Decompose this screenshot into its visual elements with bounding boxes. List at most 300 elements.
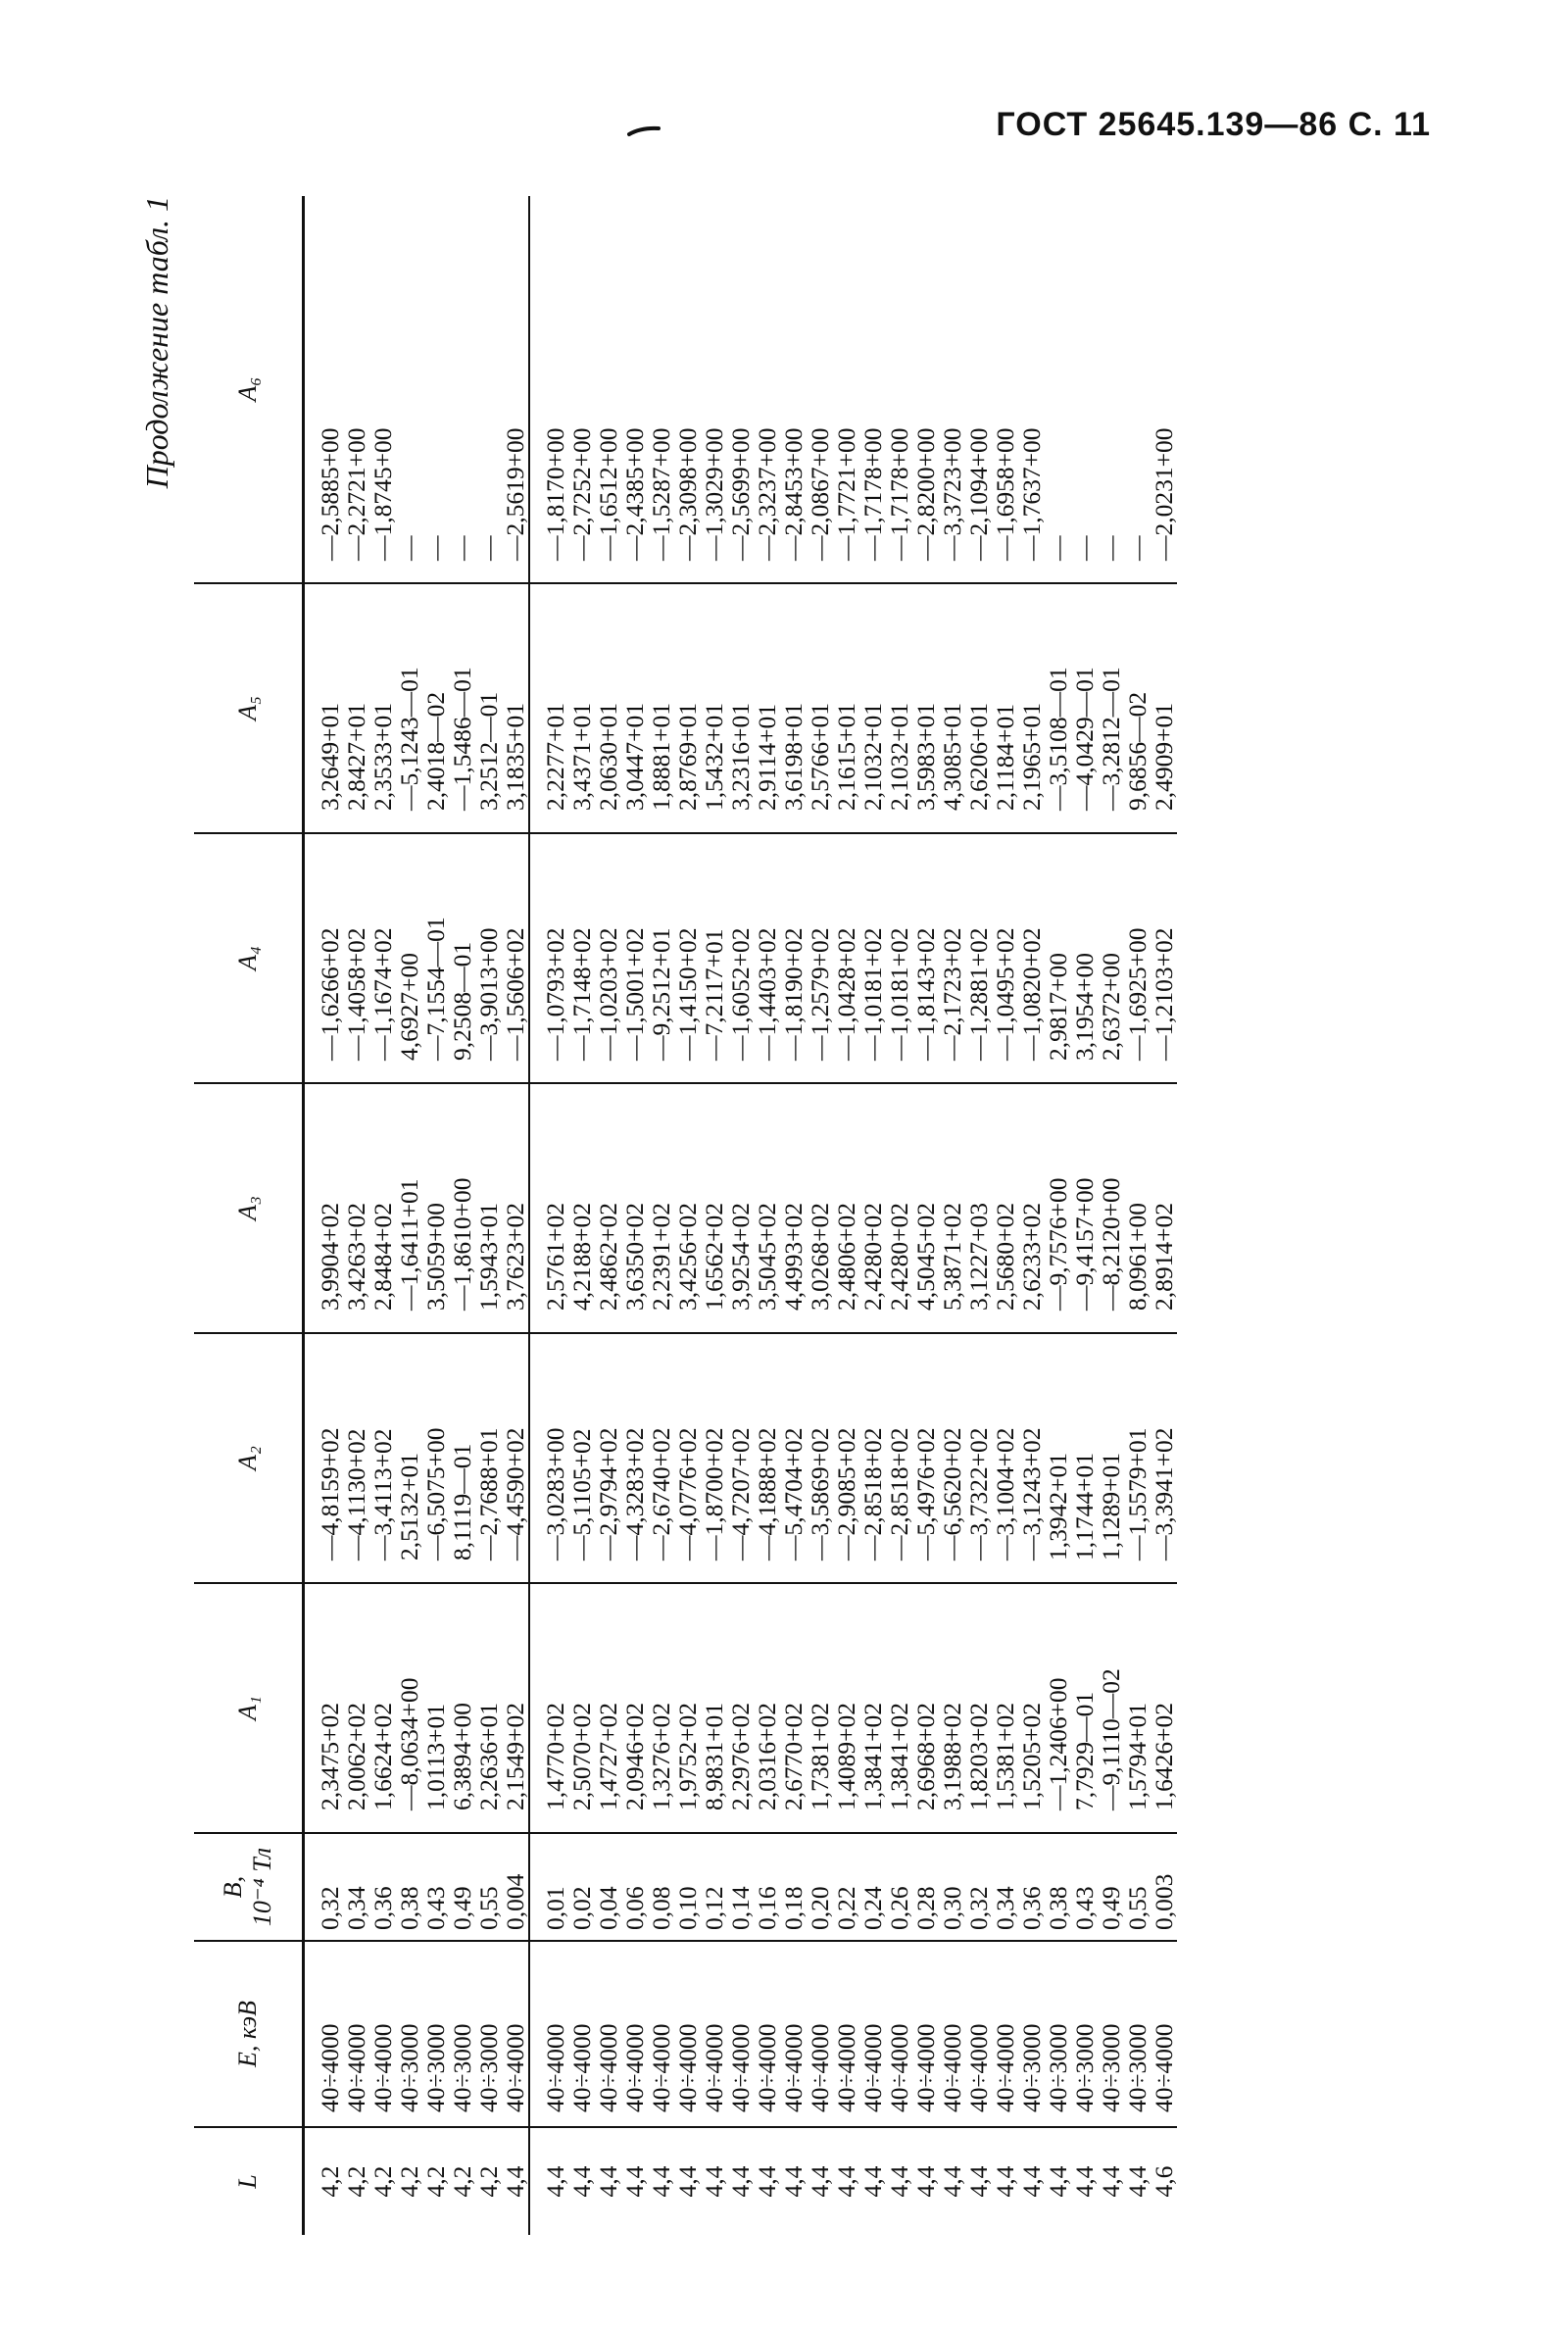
- cell-e: 40÷4000: [674, 1941, 701, 2127]
- table-row: [886, 196, 912, 2235]
- cell-a5: 2,2277+01: [542, 583, 568, 833]
- table-row: [859, 196, 886, 2235]
- table-row: [621, 196, 648, 2235]
- cell-b: 0,10: [674, 1833, 701, 1941]
- cell-a2: —2,7688+01: [475, 1333, 502, 1583]
- cell-b: 0,06: [621, 1833, 648, 1941]
- cell-a6: —2,1094+00: [965, 196, 992, 583]
- cell-a5: 2,8427+01: [343, 583, 369, 833]
- cell-a4: —1,0181+02: [886, 833, 912, 1083]
- page-header: [0, 0, 1568, 196]
- cell-a4: —1,0820+02: [1018, 833, 1045, 1083]
- cell-l: 4,4: [885, 2165, 913, 2198]
- cell-e: 40÷3000: [1098, 1941, 1124, 2127]
- cell-a3: 3,9254+02: [727, 1083, 754, 1333]
- cell-a6: —2,0867+00: [807, 196, 833, 583]
- cell-b: 0,20: [807, 1833, 833, 1941]
- cell-b: 0,24: [859, 1833, 886, 1941]
- table-row: [449, 196, 475, 2235]
- cell-l: 4,2: [368, 2165, 397, 2198]
- cell-b: 0,38: [1045, 1833, 1071, 1941]
- cell-a1: 8,9831+01: [701, 1583, 727, 1833]
- table-row: [701, 196, 727, 2235]
- cell-a1: 1,3841+02: [859, 1583, 886, 1833]
- cell-a4: —1,5001+02: [621, 833, 648, 1083]
- cell-a6: —3,3723+00: [939, 196, 965, 583]
- cell-e: 40÷4000: [568, 1941, 595, 2127]
- coefficient-table: [194, 196, 1177, 2235]
- cell-a5: 2,1032+01: [859, 583, 886, 833]
- cell-a6: —2,2721+00: [343, 196, 369, 583]
- cell-a6: —1,7178+00: [859, 196, 886, 583]
- cell-a4: —1,6925+00: [1124, 833, 1151, 1083]
- cell-a3: 4,4993+02: [780, 1083, 807, 1333]
- spacer-cell: [304, 583, 318, 833]
- cell-a5: 3,6198+01: [780, 583, 807, 833]
- table-row: [502, 196, 529, 2235]
- cell-a1: 1,6624+02: [369, 1583, 396, 1833]
- cell-a2: —3,4113+02: [369, 1333, 396, 1583]
- table-row: [422, 196, 449, 2235]
- cell-l: 4,4: [541, 2165, 569, 2198]
- cell-a6: —1,8745+00: [369, 196, 396, 583]
- col-header-A4-label: A₄: [233, 946, 262, 970]
- cell-l: 4,2: [448, 2165, 476, 2198]
- cell-e: 40÷4000: [859, 1941, 886, 2127]
- cell-l: 4,4: [1123, 2165, 1152, 2198]
- cell-a4: 2,9817+00: [1045, 833, 1071, 1083]
- ink-mark-icon: [627, 125, 661, 137]
- cell-a3: 2,6233+02: [1018, 1083, 1045, 1333]
- table-row: [1045, 196, 1071, 2235]
- cell-b: 0,43: [422, 1833, 449, 1941]
- cell-a4: —1,8143+02: [912, 833, 939, 1083]
- table-row: [475, 196, 502, 2235]
- cell-a1: 1,7381+02: [807, 1583, 833, 1833]
- table-row: [369, 196, 396, 2235]
- table-row: [912, 196, 939, 2235]
- cell-e: 40÷4000: [992, 1941, 1018, 2127]
- cell-a1: 1,4727+02: [595, 1583, 621, 1833]
- col-header-L: [194, 2127, 304, 2235]
- cell-a3: 2,4862+02: [595, 1083, 621, 1333]
- col-header-A3: [194, 1083, 304, 1333]
- cell-e: 40÷4000: [369, 1941, 396, 2127]
- cell-a5: 3,1835+01: [502, 583, 529, 833]
- cell-a4: —1,0495+02: [992, 833, 1018, 1083]
- cell-l: 4,2: [342, 2165, 370, 2198]
- col-header-E-label: E, кэВ: [233, 2000, 262, 2068]
- cell-a1: 2,0316+02: [754, 1583, 780, 1833]
- cell-a2: —3,1004+02: [992, 1333, 1018, 1583]
- cell-a5: 3,2649+01: [317, 583, 343, 833]
- cell-a2: —6,5620+02: [939, 1333, 965, 1583]
- cell-a6: —: [396, 196, 422, 583]
- cell-a1: 2,1549+02: [502, 1583, 529, 1833]
- table-row: [1124, 196, 1151, 2235]
- spacer-cell: [304, 2127, 318, 2235]
- cell-a1: 1,8203+02: [965, 1583, 992, 1833]
- cell-a5: 2,5766+01: [807, 583, 833, 833]
- cell-l: 4,2: [316, 2165, 344, 2198]
- cell-a2: —2,8518+02: [859, 1333, 886, 1583]
- cell-b: 0,34: [992, 1833, 1018, 1941]
- cell-a2: —4,1888+02: [754, 1333, 780, 1583]
- cell-a4: —1,1674+02: [369, 833, 396, 1083]
- cell-a5: 3,2512—01: [475, 583, 502, 833]
- cell-a6: —1,8170+00: [542, 196, 568, 583]
- cell-a6: —: [1124, 196, 1151, 583]
- cell-e: 40÷4000: [886, 1941, 912, 2127]
- cell-l: 4,4: [991, 2165, 1019, 2198]
- col-header-A5: [194, 583, 304, 833]
- cell-a2: —3,7322+02: [965, 1333, 992, 1583]
- cell-a1: 1,5381+02: [992, 1583, 1018, 1833]
- cell-a5: 3,5983+01: [912, 583, 939, 833]
- cell-a5: 1,5432+01: [701, 583, 727, 833]
- cell-a2: 2,5132+01: [396, 1333, 422, 1583]
- cell-l: 4,4: [620, 2165, 649, 2198]
- spacer-cell: [304, 1333, 318, 1583]
- cell-a2: —3,0283+00: [542, 1333, 568, 1583]
- cell-b: 0,49: [1098, 1833, 1124, 1941]
- cell-a3: 3,6350+02: [621, 1083, 648, 1333]
- cell-a2: —5,4976+02: [912, 1333, 939, 1583]
- cell-a2: —3,1243+02: [1018, 1333, 1045, 1583]
- cell-l: 4,4: [594, 2165, 622, 2198]
- cell-a1: 1,5794+01: [1124, 1583, 1151, 1833]
- cell-a5: 2,6206+01: [965, 583, 992, 833]
- table-row: [317, 196, 343, 2235]
- cell-b: 0,36: [369, 1833, 396, 1941]
- cell-b: 0,18: [780, 1833, 807, 1941]
- cell-e: 40÷4000: [965, 1941, 992, 2127]
- cell-a4: —1,2881+02: [965, 833, 992, 1083]
- cell-a1: 2,0062+02: [343, 1583, 369, 1833]
- cell-a6: —: [422, 196, 449, 583]
- cell-a4: 2,6372+00: [1098, 833, 1124, 1083]
- cell-a1: —9,1110—02: [1098, 1583, 1124, 1833]
- table-row: [939, 196, 965, 2235]
- cell-a3: 3,5045+02: [754, 1083, 780, 1333]
- cell-b: 0,26: [886, 1833, 912, 1941]
- cell-a5: 4,3085+01: [939, 583, 965, 833]
- table-body: [304, 196, 1178, 2235]
- table-row: [1098, 196, 1124, 2235]
- spacer-cell: [304, 196, 318, 583]
- cell-a5: 3,4371+01: [568, 583, 595, 833]
- cell-a3: 2,4280+02: [859, 1083, 886, 1333]
- cell-a4: —7,1554—01: [422, 833, 449, 1083]
- cell-a3: 2,5680+02: [992, 1083, 1018, 1333]
- cell-e: 40÷4000: [833, 1941, 859, 2127]
- cell-a5: 2,0630+01: [595, 583, 621, 833]
- col-header-A4: [194, 833, 304, 1083]
- cell-a6: —1,7721+00: [833, 196, 859, 583]
- cell-a4: —1,4403+02: [754, 833, 780, 1083]
- col-header-A2: [194, 1333, 304, 1583]
- cell-a6: —2,5885+00: [317, 196, 343, 583]
- cell-l: 4,2: [395, 2165, 423, 2198]
- cell-a3: —9,7576+00: [1045, 1083, 1071, 1333]
- cell-l: 4,4: [858, 2165, 887, 2198]
- cell-b: 0,22: [833, 1833, 859, 1941]
- cell-l: 4,4: [1044, 2165, 1072, 2198]
- cell-e: 40÷3000: [396, 1941, 422, 2127]
- cell-a5: —5,1243—01: [396, 583, 422, 833]
- cell-a1: 2,2976+02: [727, 1583, 754, 1833]
- table-row: [833, 196, 859, 2235]
- cell-l: 4,4: [832, 2165, 860, 2198]
- cell-b: 0,55: [475, 1833, 502, 1941]
- cell-a3: 2,8914+02: [1151, 1083, 1177, 1333]
- cell-a2: —6,5075+00: [422, 1333, 449, 1583]
- cell-l: 4,4: [1097, 2165, 1125, 2198]
- cell-l: 4,4: [779, 2165, 808, 2198]
- table-row: [343, 196, 369, 2235]
- cell-a3: 3,1227+03: [965, 1083, 992, 1333]
- cell-a2: —4,0776+02: [674, 1333, 701, 1583]
- table-row: [396, 196, 422, 2235]
- cell-a5: 2,1032+01: [886, 583, 912, 833]
- spacer-cell: [304, 1083, 318, 1333]
- cell-a1: 1,9752+02: [674, 1583, 701, 1833]
- cell-a4: —9,2512+01: [648, 833, 674, 1083]
- cell-l: 4,4: [726, 2165, 755, 2198]
- cell-a5: 1,8881+01: [648, 583, 674, 833]
- cell-a2: —2,9794+02: [595, 1333, 621, 1583]
- cell-a4: 9,2508—01: [449, 833, 475, 1083]
- cell-e: 40÷4000: [595, 1941, 621, 2127]
- cell-a5: 3,0447+01: [621, 583, 648, 833]
- cell-a1: 1,3276+02: [648, 1583, 674, 1833]
- cell-a3: 3,4256+02: [674, 1083, 701, 1333]
- cell-a2: 8,1119—01: [449, 1333, 475, 1583]
- cell-e: 40÷4000: [807, 1941, 833, 2127]
- cell-a2: —5,4704+02: [780, 1333, 807, 1583]
- cell-e: 40÷4000: [780, 1941, 807, 2127]
- cell-a2: —4,7207+02: [727, 1333, 754, 1583]
- cell-a4: —1,8190+02: [780, 833, 807, 1083]
- page-header-title: ГОСТ 25645.139—86 С. 11: [996, 106, 1431, 143]
- cell-a4: —1,0793+02: [542, 833, 568, 1083]
- cell-a6: —2,5699+00: [727, 196, 754, 583]
- cell-a4: —1,4058+02: [343, 833, 369, 1083]
- cell-e: 40÷4000: [502, 1941, 529, 2127]
- cell-e: 40÷4000: [701, 1941, 727, 2127]
- cell-b: 0,01: [542, 1833, 568, 1941]
- table-header-row: [194, 196, 304, 2235]
- cell-a2: 1,1744+01: [1071, 1333, 1098, 1583]
- cell-b: 0,08: [648, 1833, 674, 1941]
- cell-b: 0,49: [449, 1833, 475, 1941]
- cell-l: 4,4: [1017, 2165, 1046, 2198]
- table-row: [965, 196, 992, 2235]
- cell-a6: —2,4385+00: [621, 196, 648, 583]
- cell-a1: 3,1988+02: [939, 1583, 965, 1833]
- cell-a4: —1,0203+02: [595, 833, 621, 1083]
- cell-l: 4,4: [700, 2165, 728, 2198]
- cell-a4: —1,7148+02: [568, 833, 595, 1083]
- cell-a2: —5,1105+02: [568, 1333, 595, 1583]
- cell-l: 4,4: [806, 2165, 834, 2198]
- cell-a6: —2,7252+00: [568, 196, 595, 583]
- cell-l: 4,6: [1150, 2165, 1178, 2198]
- cell-a2: —4,3283+02: [621, 1333, 648, 1583]
- cell-a3: 4,5045+02: [912, 1083, 939, 1333]
- col-header-L-label: L: [233, 2174, 262, 2189]
- cell-e: 40÷4000: [939, 1941, 965, 2127]
- cell-e: 40÷4000: [754, 1941, 780, 2127]
- table-caption: Продолжение табл. 1: [139, 196, 174, 489]
- col-header-A1-label: A₁: [233, 1696, 262, 1720]
- cell-a4: —1,0428+02: [833, 833, 859, 1083]
- cell-a6: —2,8453+00: [780, 196, 807, 583]
- cell-l: 4,4: [567, 2165, 596, 2198]
- cell-a6: —1,7178+00: [886, 196, 912, 583]
- cell-a4: —1,6052+02: [727, 833, 754, 1083]
- cell-e: 40÷4000: [317, 1941, 343, 2127]
- col-header-A5-label: A₅: [233, 696, 262, 720]
- table-row: [1071, 196, 1098, 2235]
- cell-a6: —2,8200+00: [912, 196, 939, 583]
- col-header-E: [194, 1941, 304, 2127]
- cell-b: 0,30: [939, 1833, 965, 1941]
- cell-a3: 2,4280+02: [886, 1083, 912, 1333]
- cell-a6: —2,3098+00: [674, 196, 701, 583]
- cell-e: 40÷3000: [1018, 1941, 1045, 2127]
- cell-a3: 3,4263+02: [343, 1083, 369, 1333]
- cell-b: 0,32: [965, 1833, 992, 1941]
- cell-a4: —1,6266+02: [317, 833, 343, 1083]
- cell-a1: 1,4089+02: [833, 1583, 859, 1833]
- cell-b: 0,02: [568, 1833, 595, 1941]
- cell-a4: —1,2579+02: [807, 833, 833, 1083]
- table-row: [674, 196, 701, 2235]
- cell-e: 40÷3000: [449, 1941, 475, 2127]
- table-row: [1018, 196, 1045, 2235]
- table-row: [727, 196, 754, 2235]
- cell-a5: 2,8769+01: [674, 583, 701, 833]
- cell-a1: 1,6426+02: [1151, 1583, 1177, 1833]
- cell-e: 40÷3000: [1124, 1941, 1151, 2127]
- table-row: [754, 196, 780, 2235]
- cell-a2: —4,8159+02: [317, 1333, 343, 1583]
- cell-a4: —1,2103+02: [1151, 833, 1177, 1083]
- cell-a3: 5,3871+02: [939, 1083, 965, 1333]
- cell-b: 0,003: [1151, 1833, 1177, 1941]
- cell-a5: —1,5486—01: [449, 583, 475, 833]
- table-row: [992, 196, 1018, 2235]
- cell-a4: —7,2117+01: [701, 833, 727, 1083]
- cell-b: 0,34: [343, 1833, 369, 1941]
- col-header-A6: [194, 196, 304, 583]
- cell-a1: 2,3475+02: [317, 1583, 343, 1833]
- cell-b: 0,28: [912, 1833, 939, 1941]
- cell-e: 40÷4000: [1151, 1941, 1177, 2127]
- col-header-A6-label: A₆: [233, 376, 262, 402]
- cell-a1: 6,3894+00: [449, 1583, 475, 1833]
- cell-a2: —2,8518+02: [886, 1333, 912, 1583]
- cell-a6: —1,6512+00: [595, 196, 621, 583]
- col-header-B-unit: 10⁻⁴ Тл: [248, 1847, 276, 1927]
- cell-a3: 3,0268+02: [807, 1083, 833, 1333]
- cell-a3: —8,2120+00: [1098, 1083, 1124, 1333]
- cell-e: 40÷4000: [648, 1941, 674, 2127]
- cell-a2: —3,5869+02: [807, 1333, 833, 1583]
- cell-a3: 2,4806+02: [833, 1083, 859, 1333]
- cell-a5: —3,5108—01: [1045, 583, 1071, 833]
- table-row: [568, 196, 595, 2235]
- cell-l: 4,2: [474, 2165, 503, 2198]
- spacer-cell: [304, 833, 318, 1083]
- cell-a3: 1,5943+01: [475, 1083, 502, 1333]
- cell-b: 0,04: [595, 1833, 621, 1941]
- cell-l: 4,4: [938, 2165, 966, 2198]
- cell-a1: 2,2636+01: [475, 1583, 502, 1833]
- cell-e: 40÷4000: [727, 1941, 754, 2127]
- cell-a4: 4,6927+00: [396, 833, 422, 1083]
- cell-b: 0,55: [1124, 1833, 1151, 1941]
- cell-l: 4,4: [673, 2165, 702, 2198]
- cell-e: 40÷3000: [1071, 1941, 1098, 2127]
- cell-a5: 2,3533+01: [369, 583, 396, 833]
- cell-a1: 2,5070+02: [568, 1583, 595, 1833]
- col-header-A3-label: A₃: [233, 1196, 262, 1220]
- cell-l: 4,4: [911, 2165, 940, 2198]
- cell-l: 4,4: [502, 2127, 529, 2235]
- table-row: [542, 196, 568, 2235]
- cell-a2: —1,5579+01: [1124, 1333, 1151, 1583]
- cell-a6: —: [475, 196, 502, 583]
- cell-a3: 2,5761+02: [542, 1083, 568, 1333]
- spacer-cell: [304, 1583, 318, 1833]
- col-header-A2-label: A₂: [233, 1446, 262, 1470]
- cell-b: 0,43: [1071, 1833, 1098, 1941]
- cell-l: 4,4: [964, 2165, 993, 2198]
- cell-a6: —: [449, 196, 475, 583]
- cell-a5: 2,1965+01: [1018, 583, 1045, 833]
- cell-b: 0,38: [396, 1833, 422, 1941]
- cell-a3: 2,2391+02: [648, 1083, 674, 1333]
- cell-a1: 1,3841+02: [886, 1583, 912, 1833]
- cell-a4: —3,9013+00: [475, 833, 502, 1083]
- cell-a3: 1,6562+02: [701, 1083, 727, 1333]
- cell-a6: —1,3029+00: [701, 196, 727, 583]
- cell-a1: 7,7929—01: [1071, 1583, 1098, 1833]
- cell-l: 4,4: [1070, 2165, 1099, 2198]
- cell-a3: —9,4157+00: [1071, 1083, 1098, 1333]
- table-row: [807, 196, 833, 2235]
- cell-b: 0,36: [1018, 1833, 1045, 1941]
- cell-l: 4,4: [753, 2165, 781, 2198]
- cell-a6: —2,0231+00: [1151, 196, 1177, 583]
- cell-a4: 3,1954+00: [1071, 833, 1098, 1083]
- cell-b: 0,32: [317, 1833, 343, 1941]
- cell-a3: —1,8610+00: [449, 1083, 475, 1333]
- cell-b: 0,16: [754, 1833, 780, 1941]
- cell-a2: —4,4590+02: [502, 1333, 529, 1583]
- cell-a5: 2,1184+01: [992, 583, 1018, 833]
- cell-a1: —1,2406+00: [1045, 1583, 1071, 1833]
- cell-a6: —2,5619+00: [502, 196, 529, 583]
- cell-a5: 3,2316+01: [727, 583, 754, 833]
- cell-a3: 4,2188+02: [568, 1083, 595, 1333]
- cell-a1: 2,6968+02: [912, 1583, 939, 1833]
- table-row: [780, 196, 807, 2235]
- spacer-cell: [304, 1833, 318, 1941]
- cell-a3: 8,0961+00: [1124, 1083, 1151, 1333]
